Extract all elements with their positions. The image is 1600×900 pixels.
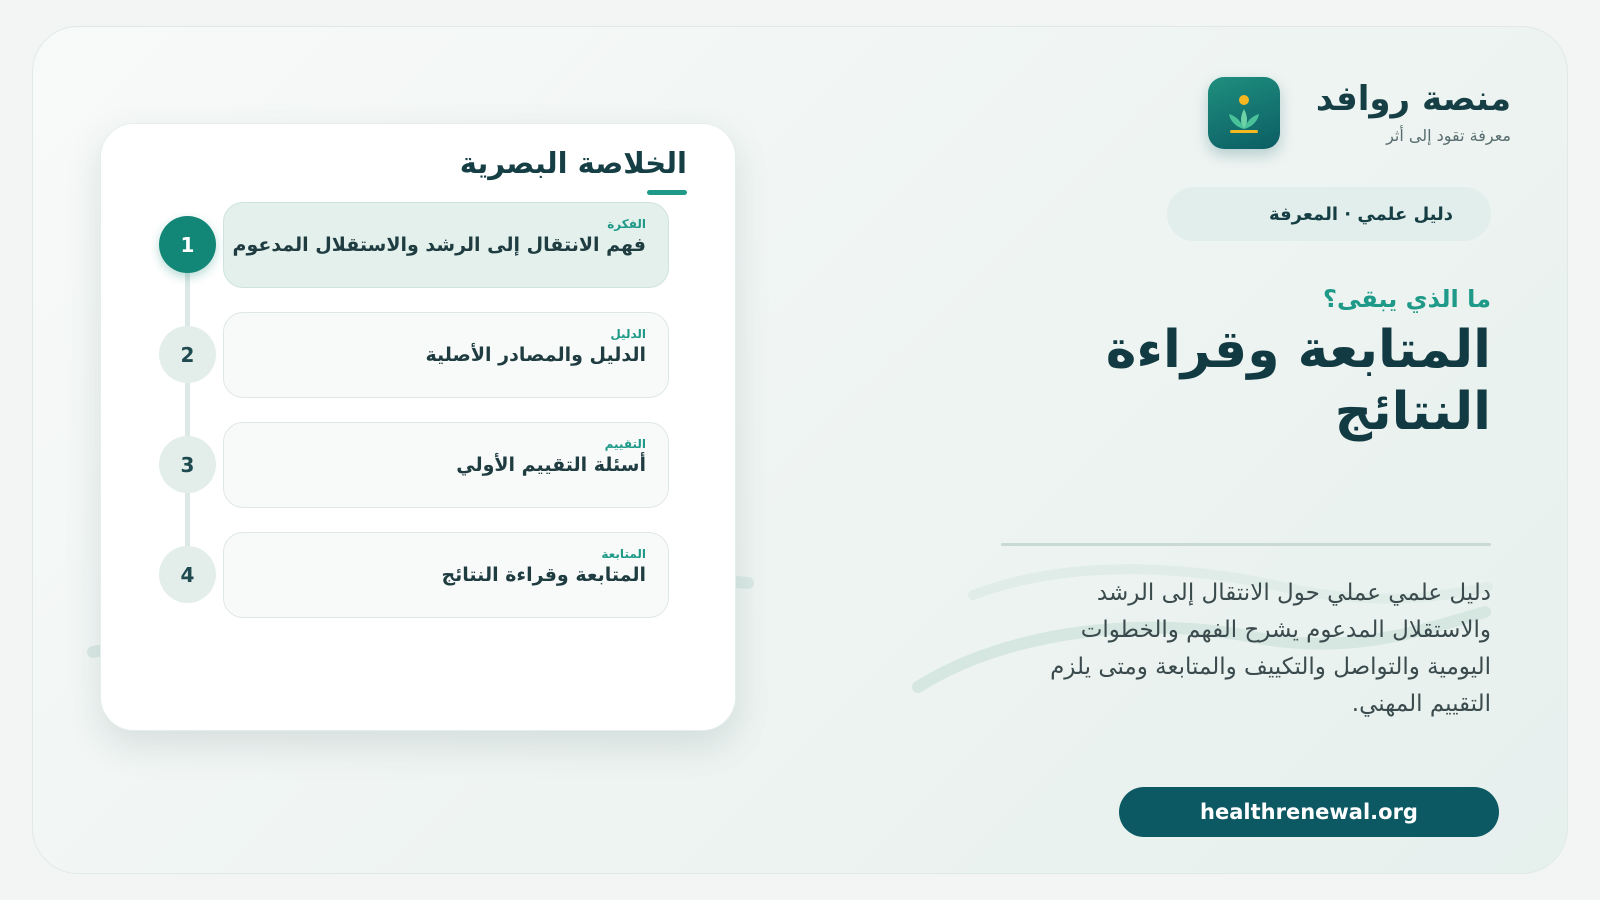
website-link-button[interactable]: healthrenewal.org — [1119, 787, 1499, 837]
category-pill: دليل علمي · المعرفة — [1167, 187, 1491, 241]
step-number-3: 3 — [159, 436, 216, 493]
step-tag: الدليل — [610, 327, 646, 341]
step-number-2: 2 — [159, 326, 216, 383]
brand-tagline: معرفة تقود إلى أثر — [1386, 126, 1511, 146]
step-text: المتابعة وقراءة النتائج — [441, 564, 646, 586]
slide-frame — [32, 26, 1568, 874]
step-tag: المتابعة — [601, 547, 646, 561]
summary-title: الخلاصة البصرية — [459, 146, 687, 180]
step-text: فهم الانتقال إلى الرشد والاستقلال المدعوم — [232, 234, 646, 256]
brand-text — [1315, 78, 1511, 146]
brand-header — [1208, 77, 1511, 149]
step-card-followup[interactable] — [223, 532, 669, 618]
brand-name: منصة روافد — [1315, 78, 1511, 119]
visual-summary-card — [100, 123, 736, 731]
step-card-assessment[interactable] — [223, 422, 669, 508]
step-tag: الفكرة — [607, 217, 646, 231]
step-tag: التقييم — [604, 437, 646, 451]
step-number-4: 4 — [159, 546, 216, 603]
kicker-text: ما الذي يبقى؟ — [1323, 285, 1491, 313]
divider — [1001, 543, 1491, 546]
lotus-sun-icon — [1208, 77, 1280, 149]
page-title: المتابعة وقراءة النتائج — [1105, 320, 1491, 442]
step-text: أسئلة التقييم الأولي — [456, 454, 646, 476]
title-underline — [647, 190, 687, 195]
step-card-evidence[interactable] — [223, 312, 669, 398]
step-number-1: 1 — [159, 216, 216, 273]
description-text: دليل علمي عملي حول الانتقال إلى الرشد والاستقلال المدعوم يشرح الفهم والخطوات اليومية والتواصل والتكييف والمتابعة ومتى يلزم التقييم المهني. — [1050, 580, 1491, 717]
timeline-line — [185, 244, 190, 574]
step-card-idea[interactable] — [223, 202, 669, 288]
step-text: الدليل والمصادر الأصلية — [425, 344, 646, 366]
